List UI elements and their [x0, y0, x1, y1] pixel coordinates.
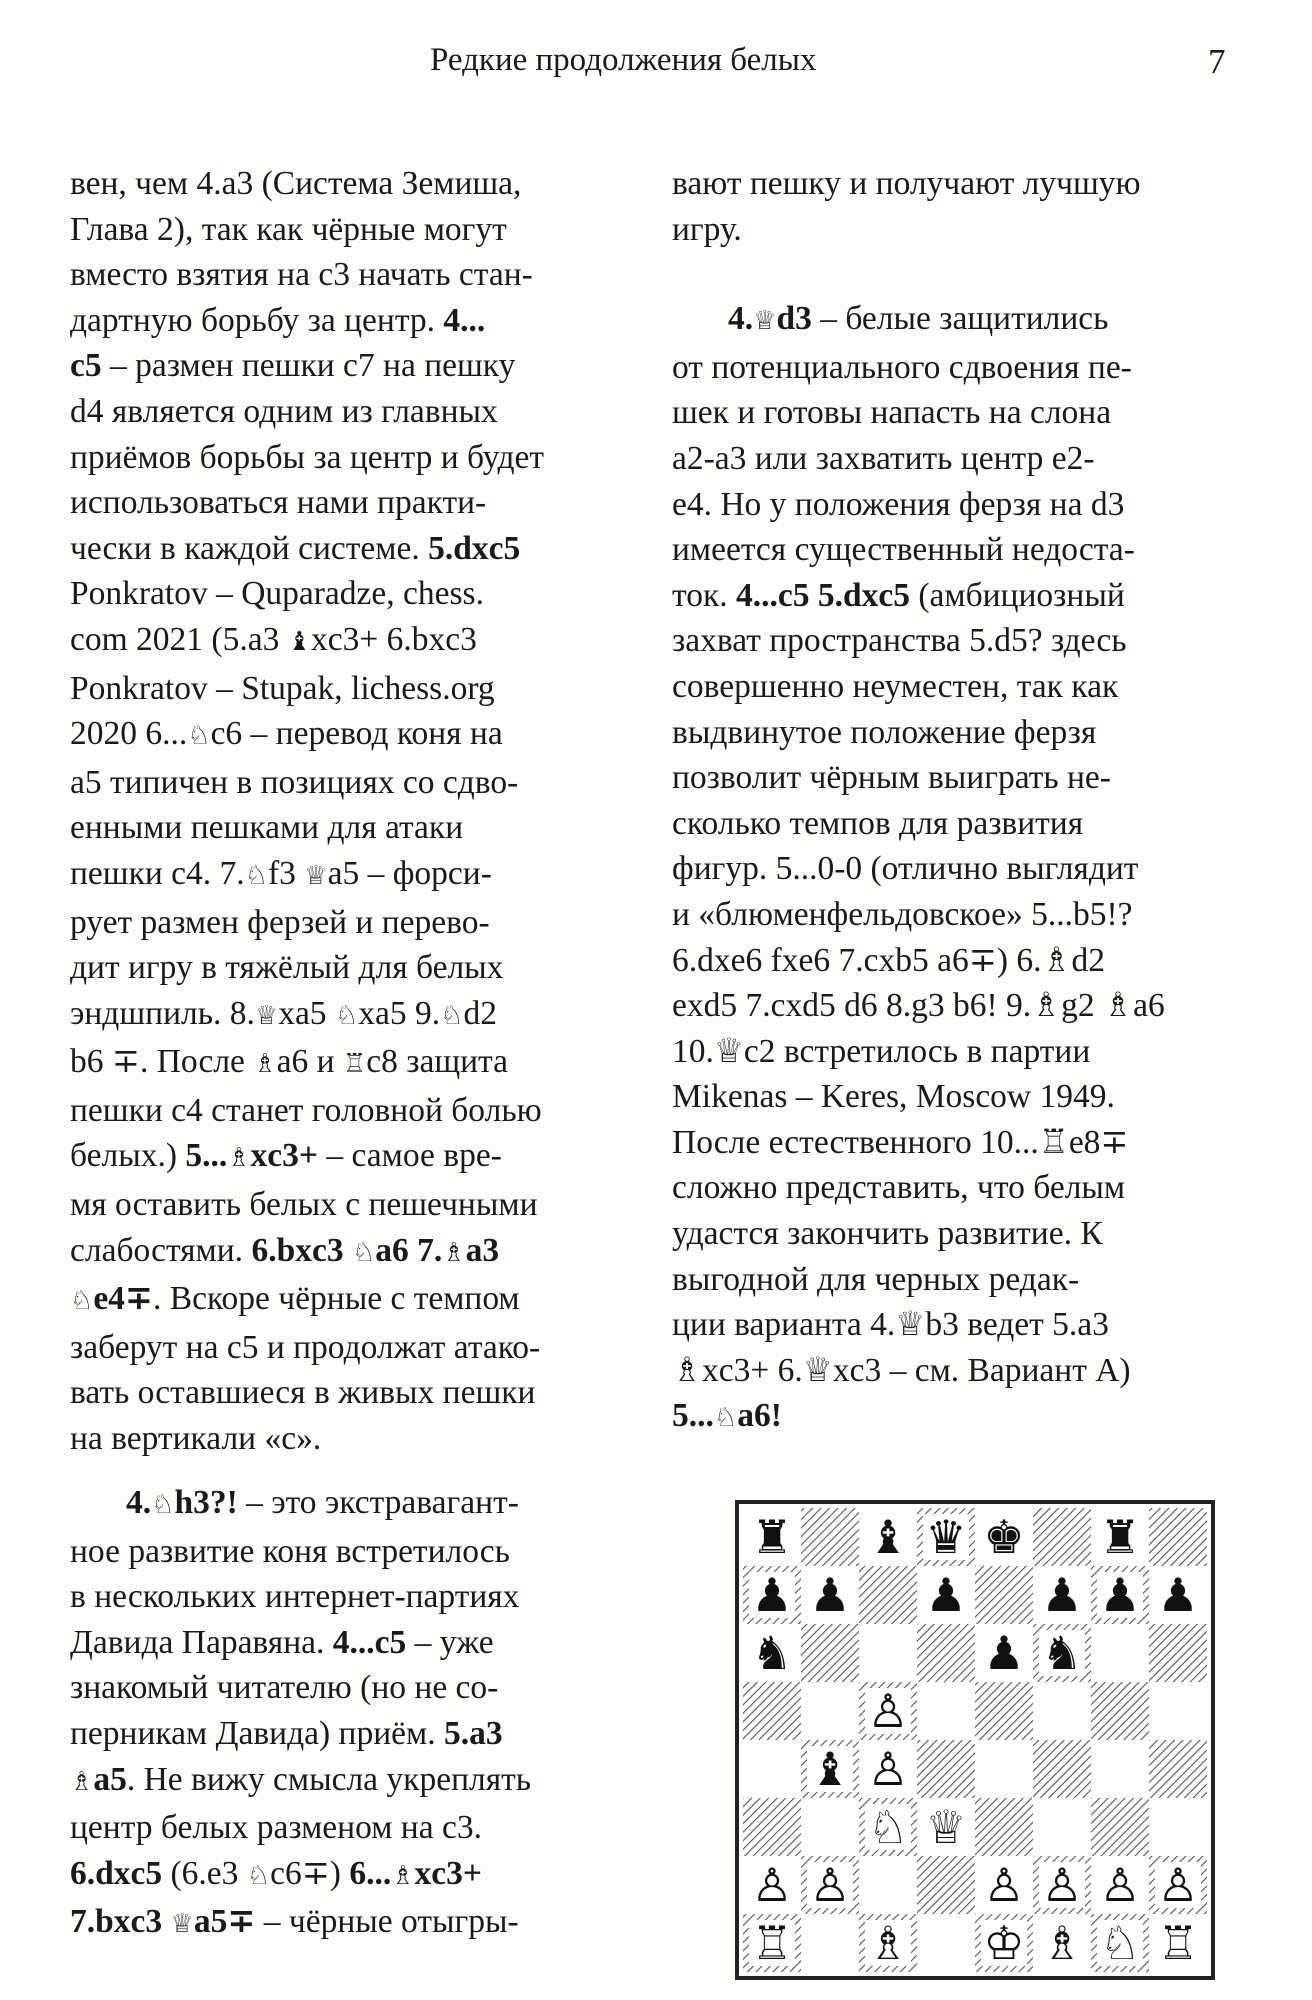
text-line: фигур. 5...0-0 (отлично выглядит	[672, 850, 1139, 888]
text-line: 4.♘h3?! – это экстравагант-	[126, 1484, 519, 1521]
text-line: центр белых разменом на с3.	[70, 1809, 482, 1847]
square-f5	[1033, 1682, 1091, 1740]
piece-g2: ♙	[1099, 1858, 1141, 1912]
text-line: а5 типичен в позициях со сдво-	[70, 763, 519, 801]
piece-h1: ♖	[1157, 1916, 1199, 1970]
square-b8	[801, 1508, 859, 1566]
text-line: приёмов борьбы за центр и будет	[70, 438, 545, 476]
text-line: использоваться нами практи-	[70, 484, 487, 522]
text-line: 7.bxc3 ♕a5∓ – чёрные отыгры-	[70, 1903, 519, 1941]
text-line: Давида Паравяна. 4...c5 – уже	[70, 1623, 494, 1661]
knight-icon: ♘	[70, 1286, 94, 1317]
text-line: выгодной для черных редак-	[672, 1260, 1080, 1298]
right-column	[672, 161, 1236, 1442]
square-h3	[1149, 1798, 1207, 1856]
piece-e2: ♙	[983, 1858, 1025, 1912]
square-d6	[917, 1624, 975, 1682]
square-a3	[743, 1798, 801, 1856]
text-line: ное развитие коня встретилось	[70, 1532, 510, 1570]
piece-e8: ♚	[983, 1510, 1025, 1564]
queen-icon: ♕	[304, 860, 328, 891]
text-line: После естественного 10...♖e8∓	[672, 1123, 1129, 1161]
bishop-icon: ♗	[227, 1143, 251, 1174]
square-g5	[1091, 1682, 1149, 1740]
piece-a6: ♞	[751, 1626, 793, 1680]
text-line: 5...♘a6!	[672, 1397, 782, 1435]
piece-a7: ♟	[751, 1568, 793, 1622]
square-h5	[1149, 1682, 1207, 1740]
piece-h2: ♙	[1157, 1858, 1199, 1912]
bishop-icon: ♗	[70, 1766, 94, 1797]
text-line: пешки с4. 7.♘f3 ♕a5 – форси-	[70, 854, 492, 892]
square-f3	[1033, 1798, 1091, 1856]
knight-icon: ♘	[334, 1000, 359, 1031]
square-e5	[975, 1682, 1033, 1740]
text-line: вают пешку и получают лучшую	[672, 165, 1141, 202]
text-line: ♗a5. Не вижу смысла укреплять	[70, 1760, 532, 1798]
text-line: d4 является одним из главных	[70, 392, 498, 430]
knight-icon: ♘	[151, 1490, 175, 1520]
piece-b2: ♙	[809, 1858, 851, 1912]
bishop-icon: ♗	[391, 1860, 415, 1891]
piece-c4: ♙	[867, 1742, 909, 1796]
text-line: имеется существенный недоста-	[672, 531, 1135, 569]
left-column-bottom	[70, 1480, 626, 1948]
square-h8	[1149, 1508, 1207, 1566]
text-line: exd5 7.cxd5 d6 8.g3 b6! 9.♗g2 ♗a6	[672, 987, 1165, 1025]
square-g6	[1091, 1624, 1149, 1682]
piece-f1: ♗	[1041, 1916, 1083, 1970]
text-line: вместо взятия на с3 начать стан-	[70, 256, 533, 294]
text-line: удастся закончить развитие. К	[672, 1215, 1103, 1253]
text-line: от потенциального сдвоения пе-	[672, 348, 1132, 386]
text-line: com 2021 (5.a3 ♝xc3+ 6.bxc3	[70, 620, 477, 658]
text-line: b6 ∓. После ♗a6 и ♖c8 защита	[70, 1043, 508, 1081]
square-b3	[801, 1798, 859, 1856]
square-d1	[917, 1914, 975, 1972]
rook-icon: ♖	[342, 1049, 367, 1080]
text-line: дартную борьбу за центр. 4...	[70, 301, 486, 339]
piece-f2: ♙	[1041, 1858, 1083, 1912]
text-line: рует размен ферзей и перево-	[70, 903, 490, 941]
page-header	[0, 42, 1312, 92]
text-line: дит игру в тяжёлый для белых	[70, 949, 504, 987]
piece-e6: ♟	[983, 1626, 1025, 1680]
page-number: 7	[1208, 42, 1226, 81]
knight-icon: ♘	[713, 1403, 738, 1434]
text-line: игру.	[672, 210, 742, 248]
square-d4	[917, 1740, 975, 1798]
bishop-icon: ♝	[287, 626, 312, 657]
text-line: совершенно неуместен, так как	[672, 667, 1119, 705]
square-c2	[859, 1856, 917, 1914]
text-line: захват пространства 5.d5? здесь	[672, 622, 1127, 660]
knight-icon: ♘	[351, 1237, 376, 1268]
piece-c5: ♙	[867, 1684, 909, 1738]
text-line: заберут на с5 и продолжат атако-	[70, 1328, 541, 1366]
text-line: в нескольких интернет-партиях	[70, 1578, 520, 1616]
text-line: белых.) 5...♗xc3+ – самое вре-	[70, 1137, 502, 1175]
text-line: шек и готовы напасть на слона	[672, 394, 1112, 432]
square-b1	[801, 1914, 859, 1972]
piece-e1: ♔	[983, 1916, 1025, 1970]
square-e3	[975, 1798, 1033, 1856]
text-line: перникам Давида) приём. 5.a3	[70, 1714, 503, 1752]
square-a5	[743, 1682, 801, 1740]
text-line: выдвинутое положение ферзя	[672, 713, 1097, 751]
text-line: енными пешками для атаки	[70, 809, 464, 847]
text-line: сложно представить, что белым	[672, 1169, 1126, 1207]
piece-b7: ♟	[809, 1568, 851, 1622]
bishop-icon: ♗	[442, 1237, 466, 1268]
text-line: ♗xc3+ 6.♕xc3 – см. Вариант А)	[672, 1351, 1131, 1389]
piece-d3: ♕	[925, 1800, 967, 1854]
text-line: чески в каждой системе. 5.dxc5	[70, 529, 521, 567]
text-line: a2-a3 или захватить центр e2-	[672, 439, 1095, 477]
text-line: Ponkratov – Stupak, lichess.org	[70, 669, 495, 707]
piece-c3: ♘	[867, 1800, 909, 1854]
bishop-icon: ♗	[253, 1049, 277, 1080]
text-line: ток. 4...c5 5.dxc5 (амбициозный	[672, 576, 1125, 614]
knight-icon: ♘	[187, 721, 211, 752]
piece-b4: ♝	[809, 1742, 851, 1796]
piece-h7: ♟	[1157, 1568, 1199, 1622]
piece-d7: ♟	[925, 1568, 967, 1622]
text-line: вен, чем 4.а3 (Система Земиша,	[70, 165, 522, 202]
square-e7	[975, 1566, 1033, 1624]
knight-icon: ♘	[244, 860, 268, 891]
square-g3	[1091, 1798, 1149, 1856]
square-c7	[859, 1566, 917, 1624]
chess-diagram	[735, 1500, 1215, 1980]
chess-board	[735, 1500, 1215, 1980]
text-line: 6.dxe6 fxe6 7.cxb5 a6∓) 6.♗d2	[672, 941, 1106, 979]
text-line: 2020 6...♘c6 – перевод коня на	[70, 715, 503, 753]
knight-icon: ♘	[440, 1000, 464, 1031]
text-line: с5 – размен пешки с7 на пешку	[70, 347, 516, 385]
text-line: знакомый читателю (но не со-	[70, 1669, 499, 1707]
text-line: вать оставшиеся в живых пешки	[70, 1374, 536, 1412]
text-line: Глава 2), так как чёрные могут	[70, 210, 507, 248]
running-title: Редкие продолжения белых	[430, 42, 817, 78]
text-line: позволит чёрным выиграть не-	[672, 759, 1111, 797]
piece-g7: ♟	[1099, 1568, 1141, 1622]
square-e4	[975, 1740, 1033, 1798]
square-g4	[1091, 1740, 1149, 1798]
text-line: 10.♕c2 встретилось в партии	[672, 1032, 1091, 1070]
text-line: слабостями. 6.bxc3 ♘a6 7.♗a3	[70, 1231, 500, 1269]
text-line: Mikenas – Keres, Moscow 1949.	[672, 1078, 1115, 1116]
piece-a2: ♙	[751, 1858, 793, 1912]
queen-icon: ♕	[170, 1909, 194, 1940]
square-d2	[917, 1856, 975, 1914]
square-h6	[1149, 1624, 1207, 1682]
text-line: и «блюменфельдовское» 5...b5!?	[672, 895, 1133, 933]
square-h4	[1149, 1740, 1207, 1798]
square-c6	[859, 1624, 917, 1682]
text-line: 4.♕d3 – белые защитились	[728, 300, 1109, 338]
piece-g1: ♘	[1099, 1916, 1141, 1970]
square-b5	[801, 1682, 859, 1740]
square-b6	[801, 1624, 859, 1682]
square-a4	[743, 1740, 801, 1798]
text-line: пешки с4 станет головной болью	[70, 1091, 542, 1129]
text-line: e4. Но у положения ферзя на d3	[672, 485, 1125, 523]
text-line: ции варианта 4.♕b3 ведет 5.a3	[672, 1306, 1109, 1344]
queen-icon: ♕	[254, 1000, 279, 1031]
text-line: ♘e4∓. Вскоре чёрные с темпом	[70, 1280, 520, 1318]
text-line: Ponkratov – Quparadze, chess.	[70, 575, 484, 613]
square-d5	[917, 1682, 975, 1740]
piece-f7: ♟	[1041, 1568, 1083, 1622]
text-line: на вертикали «с».	[70, 1420, 322, 1458]
square-f8	[1033, 1508, 1091, 1566]
piece-a1: ♖	[751, 1916, 793, 1970]
knight-icon: ♘	[246, 1860, 271, 1891]
text-line: эндшпиль. 8.♕xa5 ♘xa5 9.♘d2	[70, 994, 497, 1032]
piece-g8: ♜	[1099, 1510, 1141, 1564]
text-line: 6.dxc5 (6.e3 ♘c6∓) 6...♗xc3+	[70, 1854, 482, 1892]
piece-d8: ♛	[925, 1510, 967, 1564]
piece-c8: ♝	[867, 1510, 909, 1564]
piece-f6: ♞	[1041, 1626, 1083, 1680]
text-line: мя оставить белых с пешечными	[70, 1186, 538, 1224]
piece-c1: ♗	[867, 1916, 909, 1970]
square-f4	[1033, 1740, 1091, 1798]
queen-icon: ♕	[753, 306, 777, 337]
text-line: сколько темпов для развития	[672, 804, 1084, 842]
piece-a8: ♜	[751, 1510, 793, 1564]
left-column-top	[70, 161, 626, 1462]
